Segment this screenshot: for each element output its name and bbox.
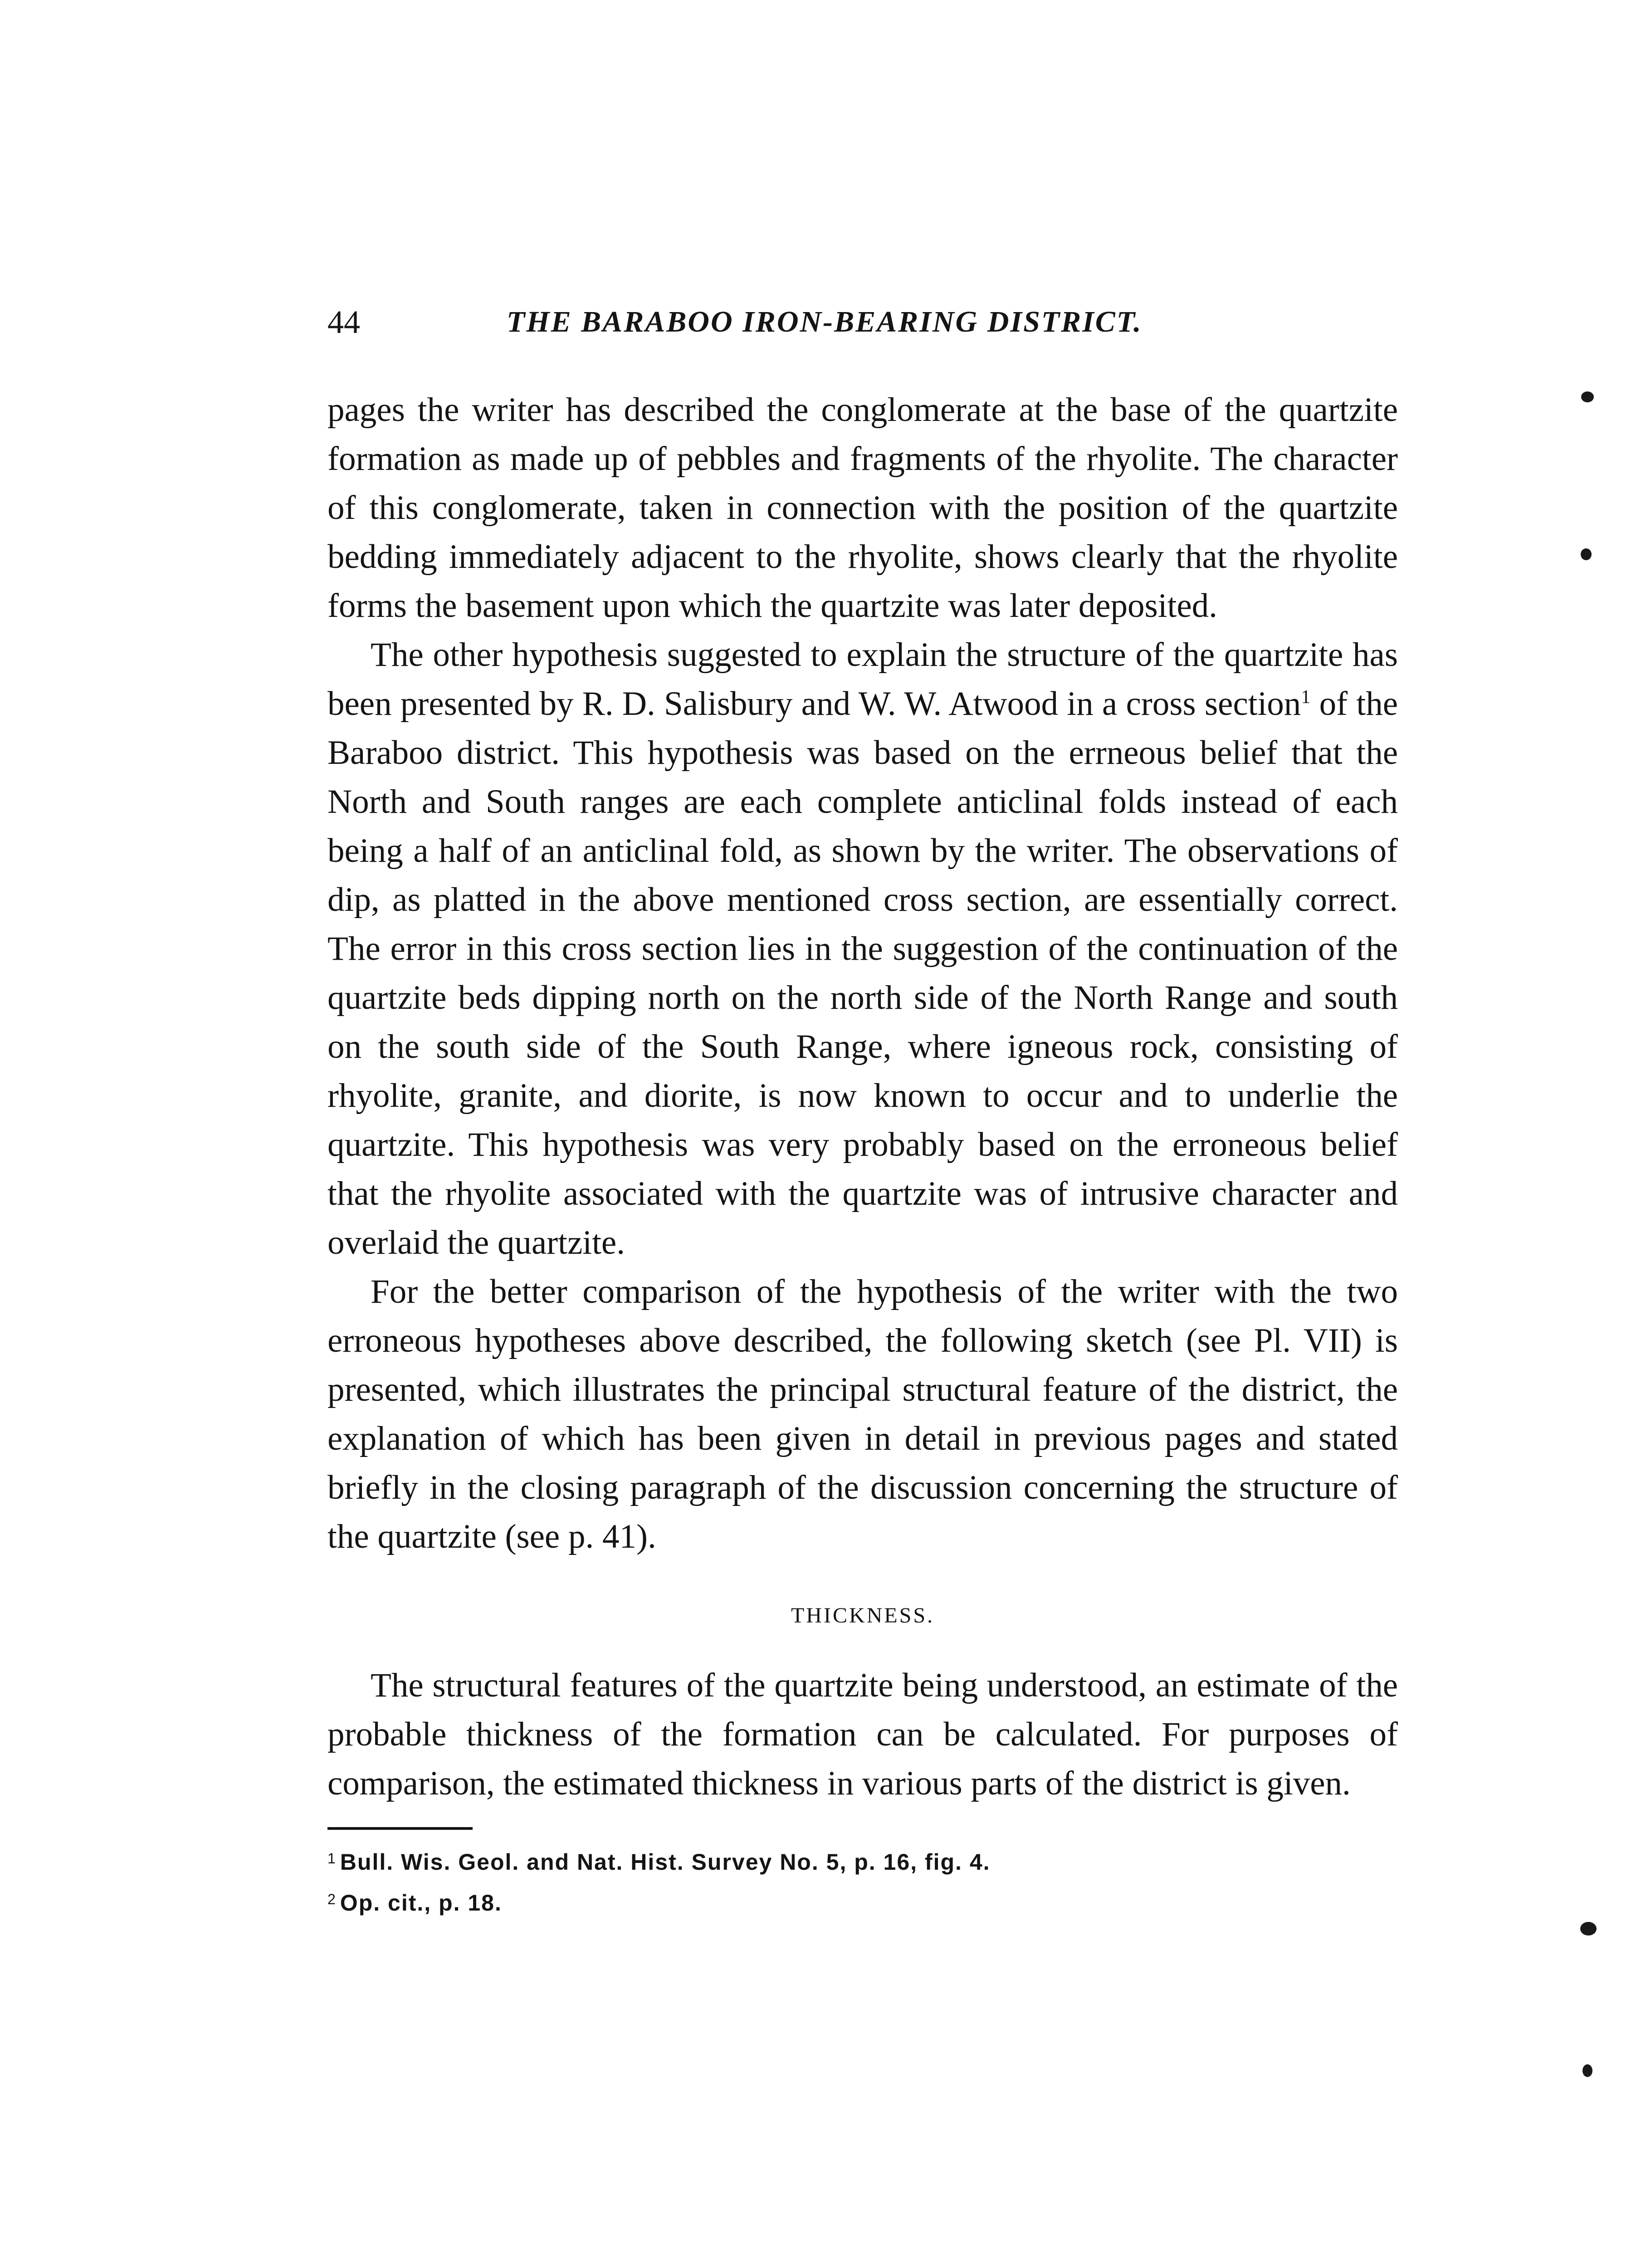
paragraph-other-hypothesis (327, 631, 1398, 1267)
ink-speck (1580, 1922, 1597, 1936)
footnote-mark: 1 (327, 1850, 337, 1867)
ink-speck (1581, 548, 1592, 560)
page-header (327, 302, 1398, 342)
body-text (327, 386, 1398, 1921)
paragraph-comparison: For the better comparison of the hypothesis of the writer with the two erroneous hypotheses above described, the following sketch (see Pl. VII) is presented, which illustrates the principal structural feature of the district, the explanation of which has been given in detail in previous pages and stated briefly in the closing paragraph of the discussion concerning the structure of the quartzite (see p. 41). (327, 1273, 1398, 1555)
footnote-text: Op. cit., p. 18. (340, 1890, 502, 1916)
footnote-reference: 1 (1301, 687, 1311, 708)
footnote-text: Bull. Wis. Geol. and Nat. Hist. Survey No. 5, p. 16, fig. 4. (340, 1849, 991, 1875)
footnote (327, 1881, 1398, 1921)
paragraph-continued: pages the writer has described the conglomerate at the base of the quartzite formation as made up of pebbles and fragments of the rhyolite. The character of this conglomerate, taken in connection with the position of the quartzite bedding immediately adjacent to the rhyolite, shows clearly that the rhyolite forms the basement upon which the quartzite was later deposited. (327, 391, 1398, 625)
running-title: THE BARABOO IRON-BEARING DISTRICT. (507, 305, 1143, 338)
paragraph-text-before-reference: The other hypothesis suggested to explain the structure of the quartzite has been presented by R. D. Salisbury and W. W. Atwood in a cross section (327, 636, 1398, 723)
section-heading: THICKNESS. (791, 1603, 935, 1628)
paragraph-thickness: The structural features of the quartzite being understood, an estimate of the probable thickness of the formation can be calculated. For purposes of comparison, the estimated thickness in various parts of the district is given. (327, 1667, 1398, 1802)
ink-speck (1582, 2064, 1592, 2077)
page-number: 44 (327, 304, 360, 340)
footnote-mark: 2 (327, 1891, 337, 1907)
footnote (327, 1840, 1398, 1881)
footnotes (327, 1840, 1398, 1921)
paragraph-text-after-reference: of the Baraboo district. This hypothesis was based on the errneous belief that the North and South ranges are each complete anticlinal folds instead of each being a half of an anticlinal fold, as shown by the writer. The observations of dip, as platted in the above mentioned cross section, are essentially correct. The error in this cross section lies in the suggestion of the continuation of the quartzite beds dipping north on the north side of the North Range and south on the south side of the South Range, where igneous rock, consisting of rhyolite, granite, and diorite, is now known to occur and to underlie the quartzite. This hypothesis was very probably based on the erroneous belief that the rhyolite associated with the quartzite was of intrusive character and overlaid the quartzite. (327, 685, 1398, 1261)
footnote-divider (327, 1827, 473, 1830)
ink-speck (1581, 391, 1594, 402)
